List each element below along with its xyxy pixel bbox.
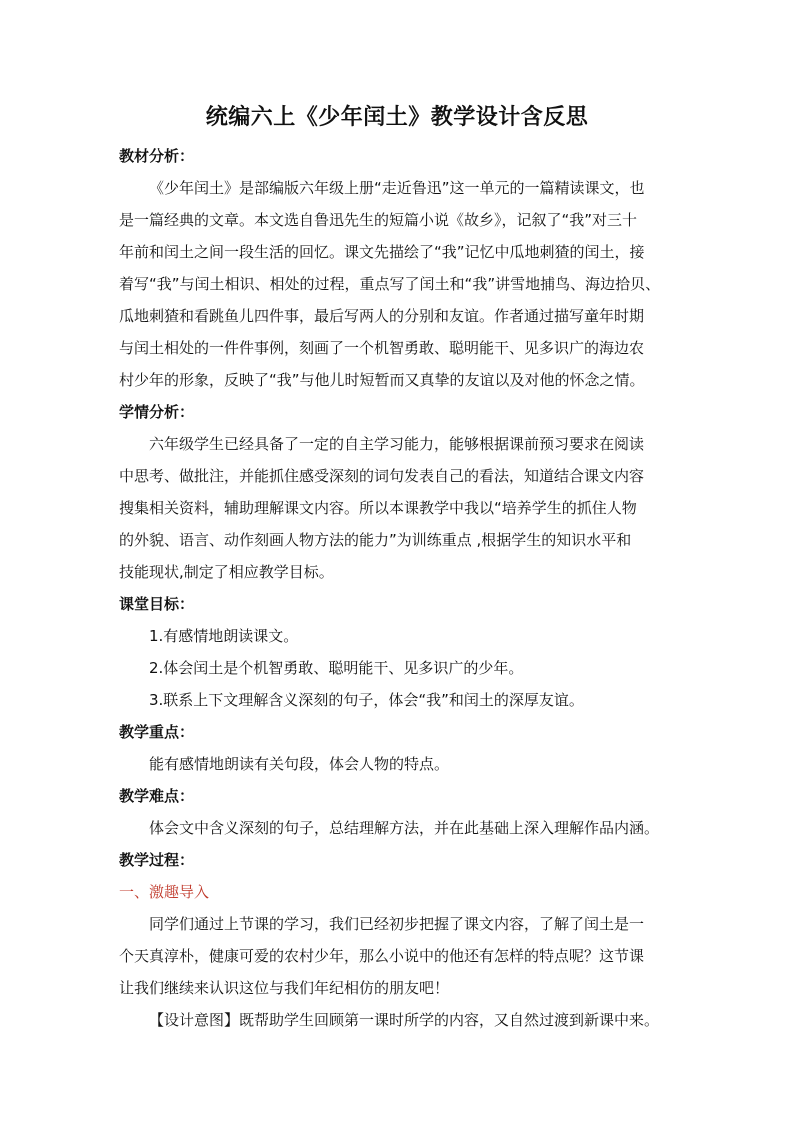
paragraph-line: 与闰土相处的一件件事例，刻画了一个机智勇敢、聪明能干、见多识广的海边农: [119, 339, 645, 357]
paragraph-line: 的外貌、语言、动作刻画人物方法的能力”为训练重点 ,根据学生的知识水平和: [119, 531, 632, 549]
goal-item: 3.联系上下文理解含义深刻的句子，体会“我”和闰土的深厚友谊。: [149, 691, 584, 709]
paragraph-line: 着写“我”与闰土相识、相处的过程，重点写了闰土和“我”讲雪地捕鸟、海边拾贝、: [119, 275, 661, 293]
page-title: 统编六上《少年闰土》教学设计含反思: [205, 105, 589, 130]
paragraph-line: 搜集相关资料，辅助理解课文内容。所以本课教学中我以“培养学生的抓住人物: [119, 499, 637, 517]
step-title: 一、激趣导入: [119, 883, 210, 901]
section-heading-student-analysis: 学情分析：: [119, 403, 195, 421]
paragraph-line: 年前和闰土之间一段生活的回忆。课文先描绘了“我”记忆中瓜地刺猹的闰土，接: [119, 243, 645, 261]
goal-item: 2.体会闰土是个机智勇敢、聪明能干、见多识广的少年。: [149, 659, 524, 677]
paragraph-line: 村少年的形象，反映了“我”与他儿时短暂而又真挚的友谊以及对他的怀念之情。: [119, 371, 645, 389]
paragraph-line: 中思考、做批注，并能抓住感受深刻的词句发表自己的看法，知道结合课文内容: [119, 467, 645, 485]
section-heading-difficulties: 教学难点：: [119, 787, 195, 805]
section-heading-class-goals: 课堂目标：: [119, 595, 195, 613]
paragraph-line: 是一篇经典的文章。本文选自鲁迅先生的短篇小说《故乡》，记叙了“我”对三十: [119, 211, 638, 229]
goal-item: 1.有感情地朗读课文。: [149, 627, 299, 645]
section-heading-textbook-analysis: 教材分析：: [119, 147, 195, 165]
paragraph-line: 技能现状,制定了相应教学目标。: [119, 563, 334, 581]
paragraph-line: 能有感情地朗读有关句段，体会人物的特点。: [149, 755, 450, 773]
design-intent: 【设计意图】既帮助学生回顾第一课时所学的内容，又自然过渡到新课中来。: [149, 1011, 660, 1029]
paragraph-line: 让我们继续来认识这位与我们年纪相仿的朋友吧！: [119, 979, 450, 997]
section-heading-teaching-process: 教学过程：: [119, 851, 195, 869]
paragraph-line: 六年级学生已经具备了一定的自主学习能力，能够根据课前预习要求在阅读: [149, 435, 645, 453]
paragraph-line: 体会文中含义深刻的句子，总结理解方法，并在此基础上深入理解作品内涵。: [149, 819, 660, 837]
paragraph-line: 个天真淳朴，健康可爱的农村少年，那么小说中的他还有怎样的特点呢？这节课: [119, 947, 645, 965]
section-heading-key-points: 教学重点：: [119, 723, 195, 741]
paragraph-line: 《少年闰土》是部编版六年级上册“走近鲁迅”这一单元的一篇精读课文，也: [149, 179, 645, 197]
paragraph-line: 同学们通过上节课的学习，我们已经初步把握了课文内容，了解了闰土是一: [149, 915, 645, 933]
paragraph-line: 瓜地刺猹和看跳鱼儿四件事，最后写两人的分别和友谊。作者通过描写童年时期: [119, 307, 645, 325]
